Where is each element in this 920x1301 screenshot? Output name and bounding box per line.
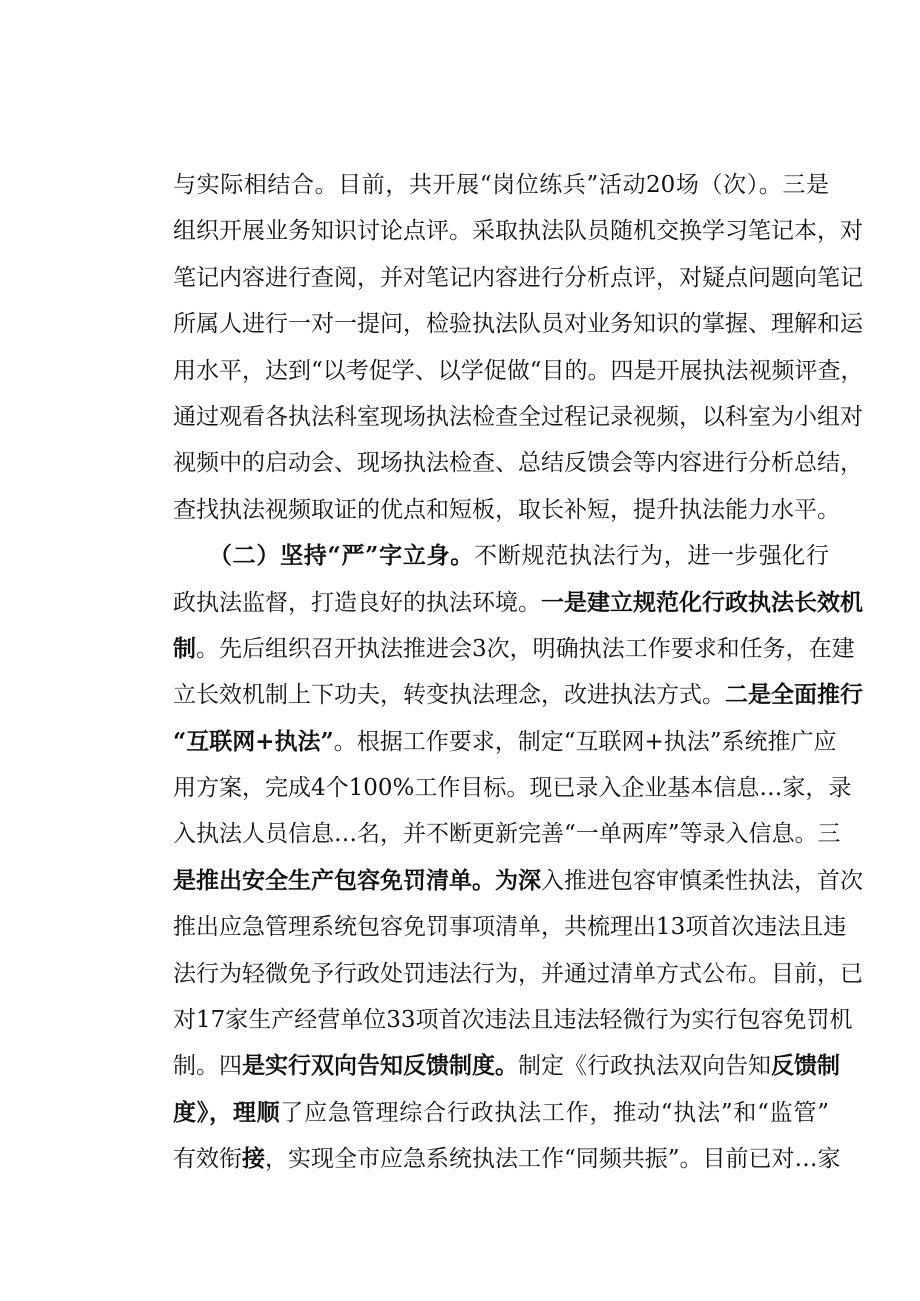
text-line	[173, 301, 863, 347]
bold-run: 反馈制	[771, 1052, 840, 1080]
text-line	[173, 765, 852, 811]
text-line	[173, 348, 864, 394]
text-line	[173, 626, 855, 672]
text-line	[173, 1090, 829, 1136]
text-run: 政执法监督，打造良好的执法环境。	[173, 589, 541, 616]
text-run: 有效衔	[173, 1146, 242, 1173]
text-run: 笔记内容进行查阅，并对笔记内容进行分析点评，对疑点问题向笔记	[173, 264, 863, 291]
bold-run: 接	[242, 1145, 265, 1173]
text-line	[173, 255, 863, 301]
text-line	[173, 904, 847, 950]
text-run: 入推进包容审慎柔性执法，首次	[541, 867, 863, 894]
bold-run: 一是建立规范化行政执法长效机	[541, 588, 863, 616]
text-line	[173, 440, 863, 486]
text-line	[173, 533, 829, 579]
text-run: 了应急管理综合行政执法工作，推动“执法”和“监管”	[280, 1099, 829, 1126]
text-run: 推出应急管理系统包容免罚事项清单，共梳理出13项首次违法且违	[173, 914, 847, 941]
text-line	[173, 580, 863, 626]
text-line	[173, 394, 863, 440]
text-run: 组织开展业务知识讨论点评。采取执法队员随机交换学习笔记本，对	[173, 218, 863, 245]
bold-run: 是实行双向告知反馈制度。	[242, 1052, 518, 1080]
bold-run: 是推出安全生产包容免罚清单。为深	[173, 866, 541, 894]
text-line	[173, 997, 853, 1043]
text-line	[173, 811, 841, 857]
text-run: 。先后组织召开执法推进会3次，明确执法工作要求和任务，在建	[196, 635, 855, 662]
text-run: 查找执法视频取证的优点和短板，取长补短，提升执法能力水平。	[173, 496, 840, 523]
text-line	[173, 951, 863, 997]
text-line	[173, 487, 840, 533]
text-line	[173, 858, 863, 904]
text-run: 不断规范执法行为，进一步强化行	[473, 543, 830, 570]
bold-run: 度》，理顺	[173, 1098, 281, 1126]
text-run: 入执法人员信息…名，并不断更新完善“一单两库”等录入信息。三	[173, 821, 841, 848]
text-run: 与实际相结合。目前，共开展“岗位练兵”活动20场（次）。三是	[173, 172, 829, 198]
text-line	[173, 672, 863, 718]
bold-run: “互联网+执法”	[173, 727, 334, 755]
text-run: 立长效机制上下功夫，转变执法理念，改进执法方式。	[173, 682, 725, 709]
text-line	[173, 208, 863, 254]
text-line	[173, 1136, 841, 1182]
text-line	[173, 1043, 840, 1089]
text-line	[173, 719, 837, 765]
text-run: 对17家生产经营单位33项首次违法且违法轻微行为实行包容免罚机	[173, 1007, 853, 1034]
text-run: 制定《行政执法双向告知	[518, 1053, 771, 1080]
text-run: ，实现全市应急系统执法工作“同频共振”。目前已对…家	[265, 1146, 841, 1173]
text-run: 制。四	[173, 1053, 242, 1080]
body-text	[173, 162, 864, 1183]
section-heading: （二）坚持“严”字立身。	[173, 542, 474, 570]
text-run: 用水平，达到“以考促学、以学促做“目的。四是开展执法视频评查，	[173, 357, 864, 384]
bold-run: 二是全面推行	[725, 681, 863, 709]
bold-run: 制	[173, 634, 196, 662]
text-run: 通过观看各执法科室现场执法检查全过程记录视频，以科室为小组对	[173, 403, 863, 430]
text-run: 用方案，完成4个100%工作目标。现已录入企业基本信息…家，录	[173, 775, 852, 802]
text-line	[173, 162, 829, 208]
text-run: 所属人进行一对一提问，检验执法队员对业务知识的掌握、理解和运	[173, 311, 863, 338]
text-run: 。根据工作要求，制定“互联网+执法”系统推广应	[333, 728, 837, 755]
text-run: 法行为轻微免予行政处罚违法行为，并通过清单方式公布。目前，已	[173, 960, 863, 987]
text-run: 视频中的启动会、现场执法检查、总结反馈会等内容进行分析总结，	[173, 450, 863, 477]
